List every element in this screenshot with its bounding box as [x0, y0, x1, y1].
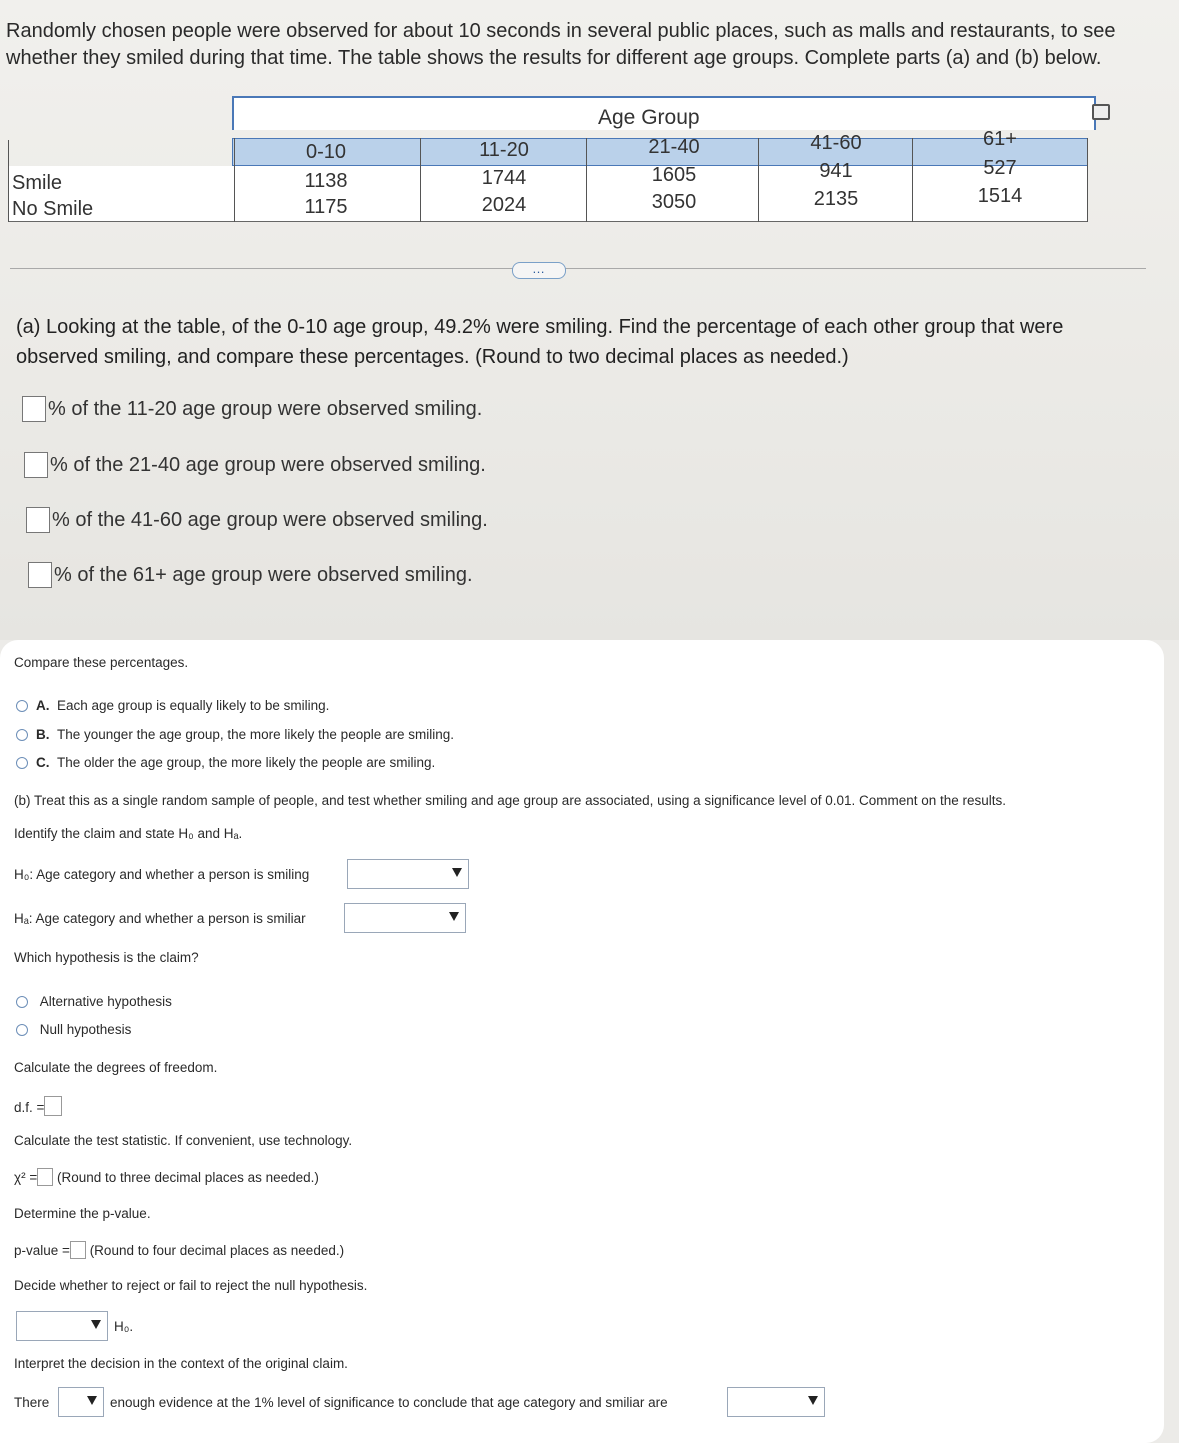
col-header: 41-60	[810, 132, 862, 154]
there-dropdown[interactable]	[58, 1387, 104, 1417]
ha-dropdown[interactable]	[344, 903, 466, 933]
decide-suffix: H₀.	[114, 1319, 134, 1334]
table-cell: 527	[983, 157, 1017, 179]
table-cell: 1744	[481, 167, 527, 189]
answer-input[interactable]	[24, 452, 48, 478]
chi-input[interactable]	[37, 1168, 53, 1186]
table-cell: 1514	[977, 185, 1023, 207]
option-b[interactable]: B. The younger the age group, the more likely the people are smiling.	[16, 727, 454, 742]
p-input[interactable]	[70, 1241, 86, 1259]
compare-label: Compare these percentages.	[14, 655, 189, 670]
radio-icon[interactable]	[16, 700, 28, 712]
answer-row-21-40: % of the 21-40 age group were observed smiling.	[24, 452, 486, 478]
row-label: Smile	[12, 172, 63, 194]
df-row: d.f. =	[14, 1096, 62, 1116]
h0-dropdown[interactable]	[347, 859, 469, 889]
radio-icon[interactable]	[16, 757, 28, 769]
col-header: 11-20	[479, 139, 529, 161]
col-header: 0-10	[305, 141, 347, 163]
table-cell: 2135	[813, 188, 859, 210]
association-dropdown[interactable]	[727, 1387, 825, 1417]
dropdown-arrow-icon	[87, 1396, 97, 1405]
dropdown-arrow-icon	[808, 1396, 818, 1405]
interp-middle: enough evidence at the 1% level of significance to conclude that age category and smiliar are	[110, 1395, 668, 1410]
table-cell: 1138	[304, 170, 348, 192]
divider	[10, 268, 1146, 269]
row-label: No Smile	[12, 198, 94, 220]
radio-icon[interactable]	[16, 996, 28, 1008]
intro-text: Randomly chosen people were observed for about 10 seconds in several public places, such as malls and restaurants, to see whether they smiled during that time. The table shows the results for different age groups. Complete parts (a) and (b) below.	[6, 20, 1116, 69]
table-cell: 941	[819, 160, 853, 182]
more-button[interactable]: …	[512, 262, 566, 279]
which-claim-label: Which hypothesis is the claim?	[14, 950, 199, 965]
answer-row-41-60: % of the 41-60 age group were observed smiling.	[26, 507, 488, 533]
part-b-prompt: (b) Treat this as a single random sample of people, and test whether smiling and age group are associated, using a significance level of 0.01. Comment on the results.	[14, 793, 1007, 808]
stat-label: Calculate the test statistic. If convenient, use technology.	[14, 1133, 353, 1148]
table-cell: 1605	[651, 164, 697, 186]
copy-table-icon[interactable]	[1092, 104, 1110, 120]
part-a-question: (a) Looking at the table, of the 0-10 age group, 49.2% were smiling. Find the percentage of each other group that were observed smiling, and compare these percentages. (Round to two decimal places as needed.)	[16, 316, 1064, 368]
p-label: Determine the p-value.	[14, 1206, 151, 1221]
h0-label: H₀: Age category and whether a person is smiling	[14, 867, 310, 882]
option-null[interactable]: Null hypothesis	[16, 1022, 131, 1037]
table-cell: 3050	[651, 191, 697, 213]
dropdown-arrow-icon	[452, 868, 462, 877]
age-group-title: Age Group	[598, 106, 700, 129]
table-cell: 2024	[481, 194, 527, 216]
option-alternative[interactable]: Alternative hypothesis	[16, 994, 172, 1009]
df-input[interactable]	[44, 1096, 62, 1116]
answer-input[interactable]	[28, 562, 52, 588]
data-table	[8, 96, 1090, 226]
decide-label: Decide whether to reject or fail to reject the null hypothesis.	[14, 1278, 368, 1293]
ha-label: Hₐ: Age category and whether a person is smiliar	[14, 911, 306, 926]
chi-row: χ² = (Round to three decimal places as needed.)	[14, 1170, 319, 1185]
answer-row-61-plus: % of the 61+ age group were observed smiling.	[28, 562, 473, 588]
p-row: p-value = (Round to four decimal places as needed.)	[14, 1243, 345, 1258]
dropdown-arrow-icon	[91, 1320, 101, 1329]
option-a[interactable]: A. Each age group is equally likely to be smiling.	[16, 698, 329, 713]
identify-label: Identify the claim and state H₀ and Hₐ.	[14, 826, 243, 841]
dropdown-arrow-icon	[449, 912, 459, 921]
col-header: 61+	[983, 128, 1017, 150]
radio-icon[interactable]	[16, 1024, 28, 1036]
interp-prefix: There	[14, 1395, 50, 1410]
answer-input[interactable]	[22, 396, 46, 422]
option-c[interactable]: C. The older the age group, the more likely the people are smiling.	[16, 755, 435, 770]
answer-row-11-20: % of the 11-20 age group were observed smiling.	[22, 396, 482, 422]
table-cell: 1175	[304, 196, 348, 218]
df-label: Calculate the degrees of freedom.	[14, 1060, 218, 1075]
col-header: 21-40	[648, 136, 700, 158]
interpret-label: Interpret the decision in the context of the original claim.	[14, 1356, 348, 1371]
answer-input[interactable]	[26, 507, 50, 533]
radio-icon[interactable]	[16, 729, 28, 741]
decision-dropdown[interactable]	[16, 1311, 108, 1341]
